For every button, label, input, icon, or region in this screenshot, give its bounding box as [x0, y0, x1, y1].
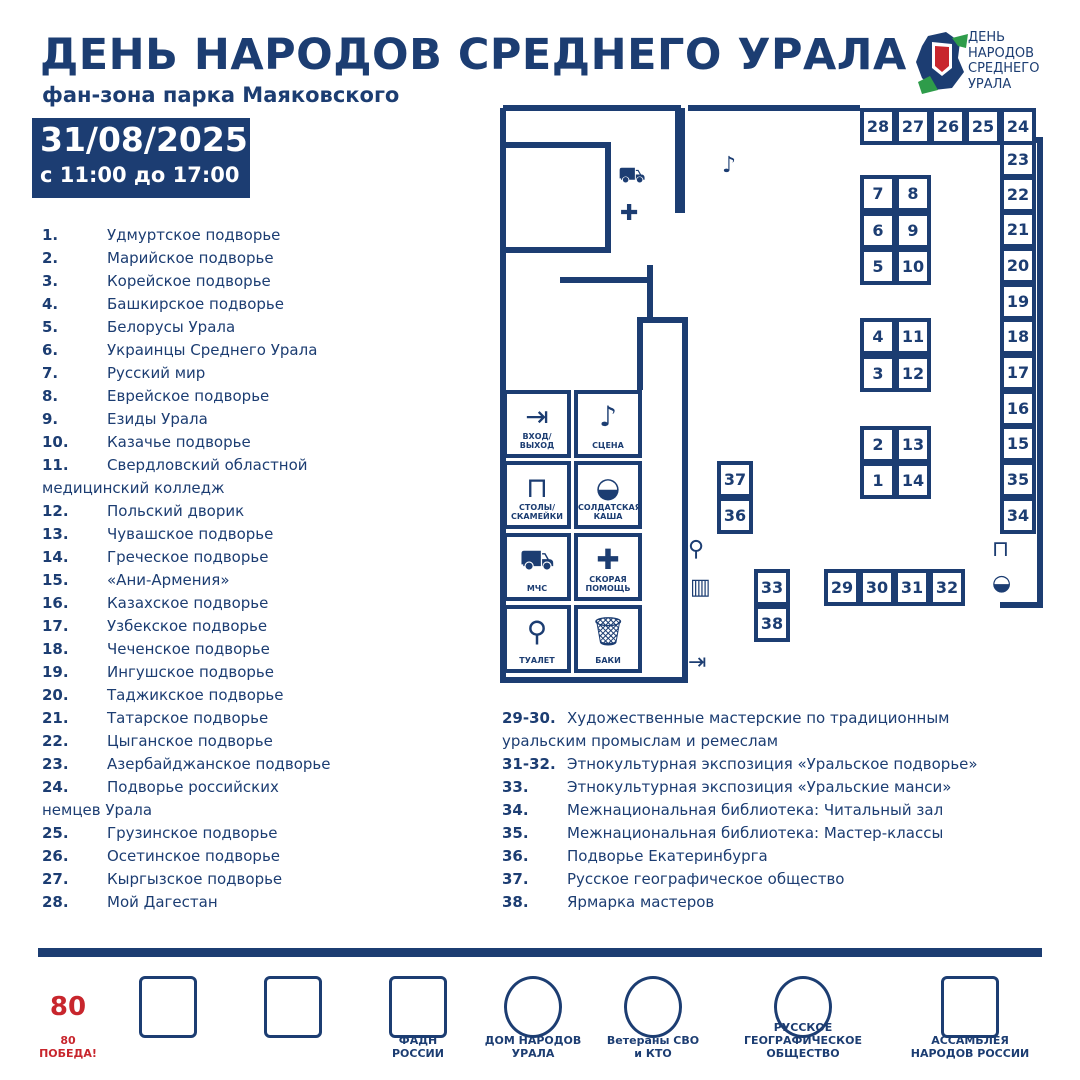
legend-entrance [503, 390, 571, 458]
list-item-label: Русский мир [107, 364, 206, 382]
list-item-number: 34. [502, 801, 529, 819]
list-item-label: Межнациональная библиотека: Мастер-классы [567, 824, 944, 842]
list-item-number: 14. [42, 548, 69, 566]
list-item [42, 638, 482, 661]
partner-logo [898, 968, 1042, 1068]
list-item-number: 15. [42, 571, 69, 589]
list-item [42, 362, 482, 385]
list-item-number: 11. [42, 456, 69, 474]
stall-24: 24 [1000, 108, 1036, 145]
participants-list-left [42, 224, 482, 914]
list-item [42, 822, 482, 845]
list-item [502, 776, 1062, 799]
stall-3: 3 [860, 355, 896, 392]
list-item-number: 12. [42, 502, 69, 520]
list-item [42, 454, 482, 500]
legend-trash-bin [574, 605, 642, 673]
list-item [42, 316, 482, 339]
legend-label: СЦЕНА [592, 441, 624, 450]
stage-icon: ♪ [722, 153, 737, 178]
list-item-number: 6. [42, 341, 59, 359]
stall-31: 31 [894, 569, 930, 606]
list-item-label-continued: медицинский колледж [42, 479, 225, 497]
list-item-label: Свердловский областной [107, 456, 308, 474]
legend-porridge [574, 461, 642, 529]
list-item [42, 615, 482, 638]
yekaterinburg-coat-of-arms-icon [264, 976, 322, 1038]
stall-13: 13 [895, 426, 931, 463]
list-item-number: 19. [42, 663, 69, 681]
legend-first-aid [574, 533, 642, 601]
list-item-label: Ингушское подворье [107, 663, 274, 681]
list-item-number: 38. [502, 893, 529, 911]
list-item-label: Марийское подворье [107, 249, 274, 267]
stall-25: 25 [965, 108, 1001, 145]
list-item [502, 868, 1062, 891]
legend-fire-truck [503, 533, 571, 601]
partner-logo [483, 968, 583, 1068]
legend-toilet [503, 605, 571, 673]
list-item-label: Кыргызское подворье [107, 870, 283, 888]
list-item-label: Межнациональная библиотека: Читальный зал [567, 801, 944, 819]
stall-32: 32 [929, 569, 965, 606]
stall-16: 16 [1000, 390, 1036, 427]
stall-18: 18 [1000, 318, 1036, 355]
stall-19: 19 [1000, 283, 1036, 320]
list-item-label: Этнокультурная экспозиция «Уральские манси» [567, 778, 952, 796]
list-item [502, 891, 1062, 914]
participants-list-right [502, 707, 1062, 914]
list-item-number: 36. [502, 847, 529, 865]
partner-label: Ветераны СВО и КТО [606, 1034, 700, 1060]
fire-truck-icon: ⛟ [618, 163, 646, 188]
footer-divider [38, 948, 1042, 957]
partner-logo [603, 968, 703, 1068]
veterans-svo-logo-icon [624, 976, 682, 1038]
stall-6: 6 [860, 212, 896, 249]
legend-label: МЧС [526, 584, 548, 593]
assembly-peoples-logo-icon [941, 976, 999, 1038]
stall-11: 11 [895, 318, 931, 355]
list-item-label: «Ани-Армения» [107, 571, 230, 589]
stall-29: 29 [824, 569, 860, 606]
list-item [42, 500, 482, 523]
list-item-label: Цыганское подворье [107, 732, 273, 750]
list-item [42, 661, 482, 684]
stall-17: 17 [1000, 354, 1036, 391]
venue-map [500, 105, 1045, 685]
legend-label: СКОРАЯ ПОМОЩЬ [585, 575, 631, 593]
list-item-label: Польский дворик [107, 502, 245, 520]
list-item-number: 21. [42, 709, 69, 727]
list-item [502, 845, 1062, 868]
list-item-number: 3. [42, 272, 59, 290]
list-item-label: Азербайджанское подворье [107, 755, 331, 773]
legend-label: СОЛДАТСКАЯ КАША [578, 503, 641, 521]
legend-label: СТОЛЫ/ СКАМЕЙКИ [511, 503, 563, 521]
list-item-label: Украинцы Среднего Урала [107, 341, 318, 359]
list-item-number: 33. [502, 778, 529, 796]
list-item [42, 868, 482, 891]
trash-bin-icon: 🗑 [590, 615, 626, 648]
list-item-number: 1. [42, 226, 59, 244]
list-item-label-continued: уральским промыслам и ремеслам [502, 732, 779, 750]
fire-truck-icon: ⛟ [519, 543, 555, 576]
stall-4: 4 [860, 318, 896, 355]
list-item [42, 339, 482, 362]
list-item-label: Башкирское подворье [107, 295, 284, 313]
list-item-label: Ярмарка мастеров [567, 893, 715, 911]
list-item-label: Художественные мастерские по традиционным [567, 709, 950, 727]
toilet-icon: ⚲ [526, 615, 548, 648]
list-item-label-continued: немцев Урала [42, 801, 153, 819]
list-item-number: 17. [42, 617, 69, 635]
list-item [42, 408, 482, 431]
stall-20: 20 [1000, 247, 1036, 284]
entrance-icon: ⇥ [525, 400, 549, 433]
list-item [42, 247, 482, 270]
list-item [42, 385, 482, 408]
list-item [42, 270, 482, 293]
list-item-number: 16. [42, 594, 69, 612]
list-item-number: 31-32. [502, 755, 556, 773]
event-time: с 11:00 до 17:00 [40, 163, 240, 187]
list-item-number: 20. [42, 686, 69, 704]
partner-logo [118, 968, 218, 1068]
list-item-label: Езиды Урала [107, 410, 208, 428]
porridge-icon: ◒ [992, 571, 1012, 596]
stall-28: 28 [860, 108, 896, 145]
list-item-number: 4. [42, 295, 59, 313]
partner-label: 80 ПОБЕДА! [39, 1034, 97, 1060]
partner-logo [373, 968, 463, 1068]
list-item [42, 730, 482, 753]
page-subtitle: фан-зона парка Маяковского [42, 83, 400, 107]
list-item [42, 523, 482, 546]
stall-26: 26 [930, 108, 966, 145]
stall-2: 2 [860, 426, 896, 463]
list-item-label: Удмуртское подворье [107, 226, 281, 244]
list-item-number: 10. [42, 433, 69, 451]
list-item-number: 25. [42, 824, 69, 842]
stall-12: 12 [895, 355, 931, 392]
stall-8: 8 [895, 175, 931, 212]
partner-label: ДОМ НАРОДОВ УРАЛА [484, 1034, 582, 1060]
list-item [42, 431, 482, 454]
stall-5: 5 [860, 248, 896, 285]
legend-label: ВХОД/ ВЫХОД [519, 432, 555, 450]
first-aid-icon: ✚ [620, 201, 639, 226]
legend-stage [574, 390, 642, 458]
list-item-number: 35. [502, 824, 529, 842]
stall-35: 35 [1000, 461, 1036, 498]
list-item [42, 546, 482, 569]
stall-10: 10 [895, 248, 931, 285]
list-item [42, 776, 482, 822]
list-item-label: Чеченское подворье [107, 640, 270, 658]
first-aid-icon: ✚ [596, 543, 620, 576]
list-item-label: Татарское подворье [107, 709, 269, 727]
list-item [502, 707, 1062, 753]
list-item-label: Казачье подворье [107, 433, 251, 451]
stage-icon: ♪ [599, 400, 617, 433]
list-item [42, 684, 482, 707]
list-item-label: Подворье Екатеринбурга [567, 847, 768, 865]
sverdlovsk-oblast-coat-of-arms-icon [139, 976, 197, 1038]
list-item-label: Осетинское подворье [107, 847, 281, 865]
list-item-number: 8. [42, 387, 59, 405]
stall-1: 1 [860, 462, 896, 499]
dom-narodov-urala-logo-icon [504, 976, 562, 1038]
list-item-label: Чувашское подворье [107, 525, 274, 543]
stall-34: 34 [1000, 497, 1036, 534]
list-item-label: Греческое подворье [107, 548, 269, 566]
stall-7: 7 [860, 175, 896, 212]
list-item-number: 5. [42, 318, 59, 336]
event-date: 31/08/2025 [40, 120, 248, 159]
stall-9: 9 [895, 212, 931, 249]
list-item-label: Подворье российских [107, 778, 279, 796]
stall-38: 38 [754, 605, 790, 642]
list-item-number: 26. [42, 847, 69, 865]
stall-15: 15 [1000, 425, 1036, 462]
stall-23: 23 [1000, 141, 1036, 178]
stall-21: 21 [1000, 211, 1036, 248]
list-item-label: Казахское подворье [107, 594, 269, 612]
partner-label: АССАМБЛЕЯ НАРОДОВ РОССИИ [910, 1034, 1030, 1060]
legend-label: БАКИ [595, 656, 621, 665]
partner-logo [738, 968, 868, 1068]
list-item [502, 753, 1062, 776]
stall-33: 33 [754, 569, 790, 606]
trash-bin-icon: ▥ [690, 575, 711, 600]
stall-14: 14 [895, 462, 931, 499]
list-item-label: Еврейское подворье [107, 387, 270, 405]
fadn-eagle-icon [389, 976, 447, 1038]
list-item-number: 23. [42, 755, 69, 773]
logo-text: ДЕНЬ НАРОДОВ СРЕДНЕГО УРАЛА [968, 30, 1040, 92]
list-item [42, 845, 482, 868]
partner-label: РУССКОЕ ГЕОГРАФИЧЕСКОЕ ОБЩЕСТВО [744, 1021, 862, 1060]
entrance-icon: ⇥ [688, 650, 707, 675]
list-item [42, 569, 482, 592]
stall-37: 37 [717, 461, 753, 498]
list-item-number: 9. [42, 410, 59, 428]
partner-logo [243, 968, 343, 1068]
list-item [42, 891, 482, 914]
list-item-label: Корейское подворье [107, 272, 271, 290]
list-item-number: 13. [42, 525, 69, 543]
list-item [42, 753, 482, 776]
list-item-label: Мой Дагестан [107, 893, 218, 911]
partner-label: ФАДН РОССИИ [392, 1034, 444, 1060]
list-item-number: 2. [42, 249, 59, 267]
list-item [502, 822, 1062, 845]
list-item-number: 27. [42, 870, 69, 888]
list-item-number: 28. [42, 893, 69, 911]
list-item-label: Таджикское подворье [107, 686, 284, 704]
list-item-number: 24. [42, 778, 69, 796]
list-item [502, 799, 1062, 822]
list-item [42, 707, 482, 730]
list-item [42, 224, 482, 247]
list-item-number: 37. [502, 870, 529, 888]
victory-80-logo-icon: 80 [49, 992, 87, 1022]
list-item-label: Белорусы Урала [107, 318, 236, 336]
list-item-number: 22. [42, 732, 69, 750]
partner-logo [38, 968, 98, 1068]
list-item-label: Узбекское подворье [107, 617, 268, 635]
list-item [42, 293, 482, 316]
stall-36: 36 [717, 497, 753, 534]
legend-label: ТУАЛЕТ [519, 656, 555, 665]
stall-22: 22 [1000, 176, 1036, 213]
toilet-icon: ⚲ [688, 537, 705, 562]
list-item-label: Грузинское подворье [107, 824, 278, 842]
stall-27: 27 [895, 108, 931, 145]
list-item-label: Этнокультурная экспозиция «Уральское подворье» [567, 755, 978, 773]
list-item-number: 7. [42, 364, 59, 382]
list-item-number: 18. [42, 640, 69, 658]
tables-icon: ⊓ [992, 537, 1010, 562]
list-item-number: 29-30. [502, 709, 556, 727]
list-item-label: Русское географическое общество [567, 870, 845, 888]
stall-30: 30 [859, 569, 895, 606]
porridge-icon: ◒ [595, 471, 621, 504]
legend-tables [503, 461, 571, 529]
page-title: ДЕНЬ НАРОДОВ СРЕДНЕГО УРАЛА [40, 30, 907, 80]
tables-icon: ⊓ [526, 471, 548, 504]
date-badge [32, 118, 250, 198]
partners-row [38, 968, 1042, 1068]
list-item [42, 592, 482, 615]
